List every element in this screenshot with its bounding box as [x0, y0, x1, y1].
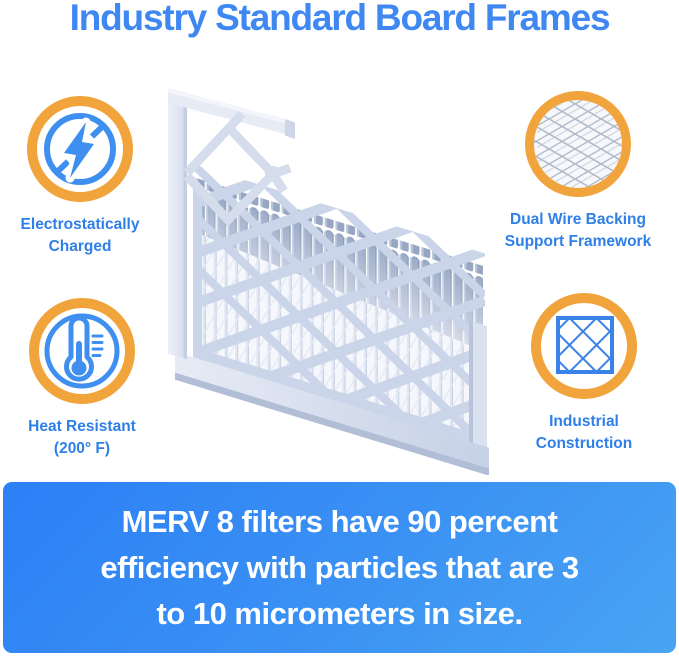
- lightning-bolt-icon: [25, 94, 135, 204]
- feature-label-line: Support Framework: [504, 233, 652, 250]
- feature-label-line: Electrostatically: [20, 216, 140, 233]
- feature-wire-backing: [493, 89, 663, 253]
- wire-mesh-icon: [523, 89, 633, 199]
- feature-label-line: Heat Resistant: [28, 418, 136, 435]
- banner-text-line: to 10 micrometers in size.: [156, 595, 523, 631]
- feature-label-line: Industrial: [549, 413, 619, 430]
- feature-heat-resistant: [0, 296, 167, 460]
- banner-text-line: MERV 8 filters have 90 percent: [121, 503, 558, 539]
- feature-label-line: Construction: [535, 435, 633, 452]
- thermometer-icon: [27, 296, 137, 406]
- page-title: Industry Standard Board Frames: [69, 0, 610, 38]
- feature-label-line: (200° F): [53, 440, 111, 457]
- feature-industrial: [499, 291, 669, 455]
- info-banner: [3, 482, 676, 653]
- feature-electrostatic: [0, 94, 165, 258]
- feature-label-line: Charged: [48, 238, 112, 255]
- air-filter-illustration: [163, 75, 493, 475]
- feature-label-line: Dual Wire Backing: [510, 211, 646, 228]
- banner-text-line: efficiency with particles that are 3: [100, 549, 579, 585]
- diamond-lattice-icon: [529, 291, 639, 401]
